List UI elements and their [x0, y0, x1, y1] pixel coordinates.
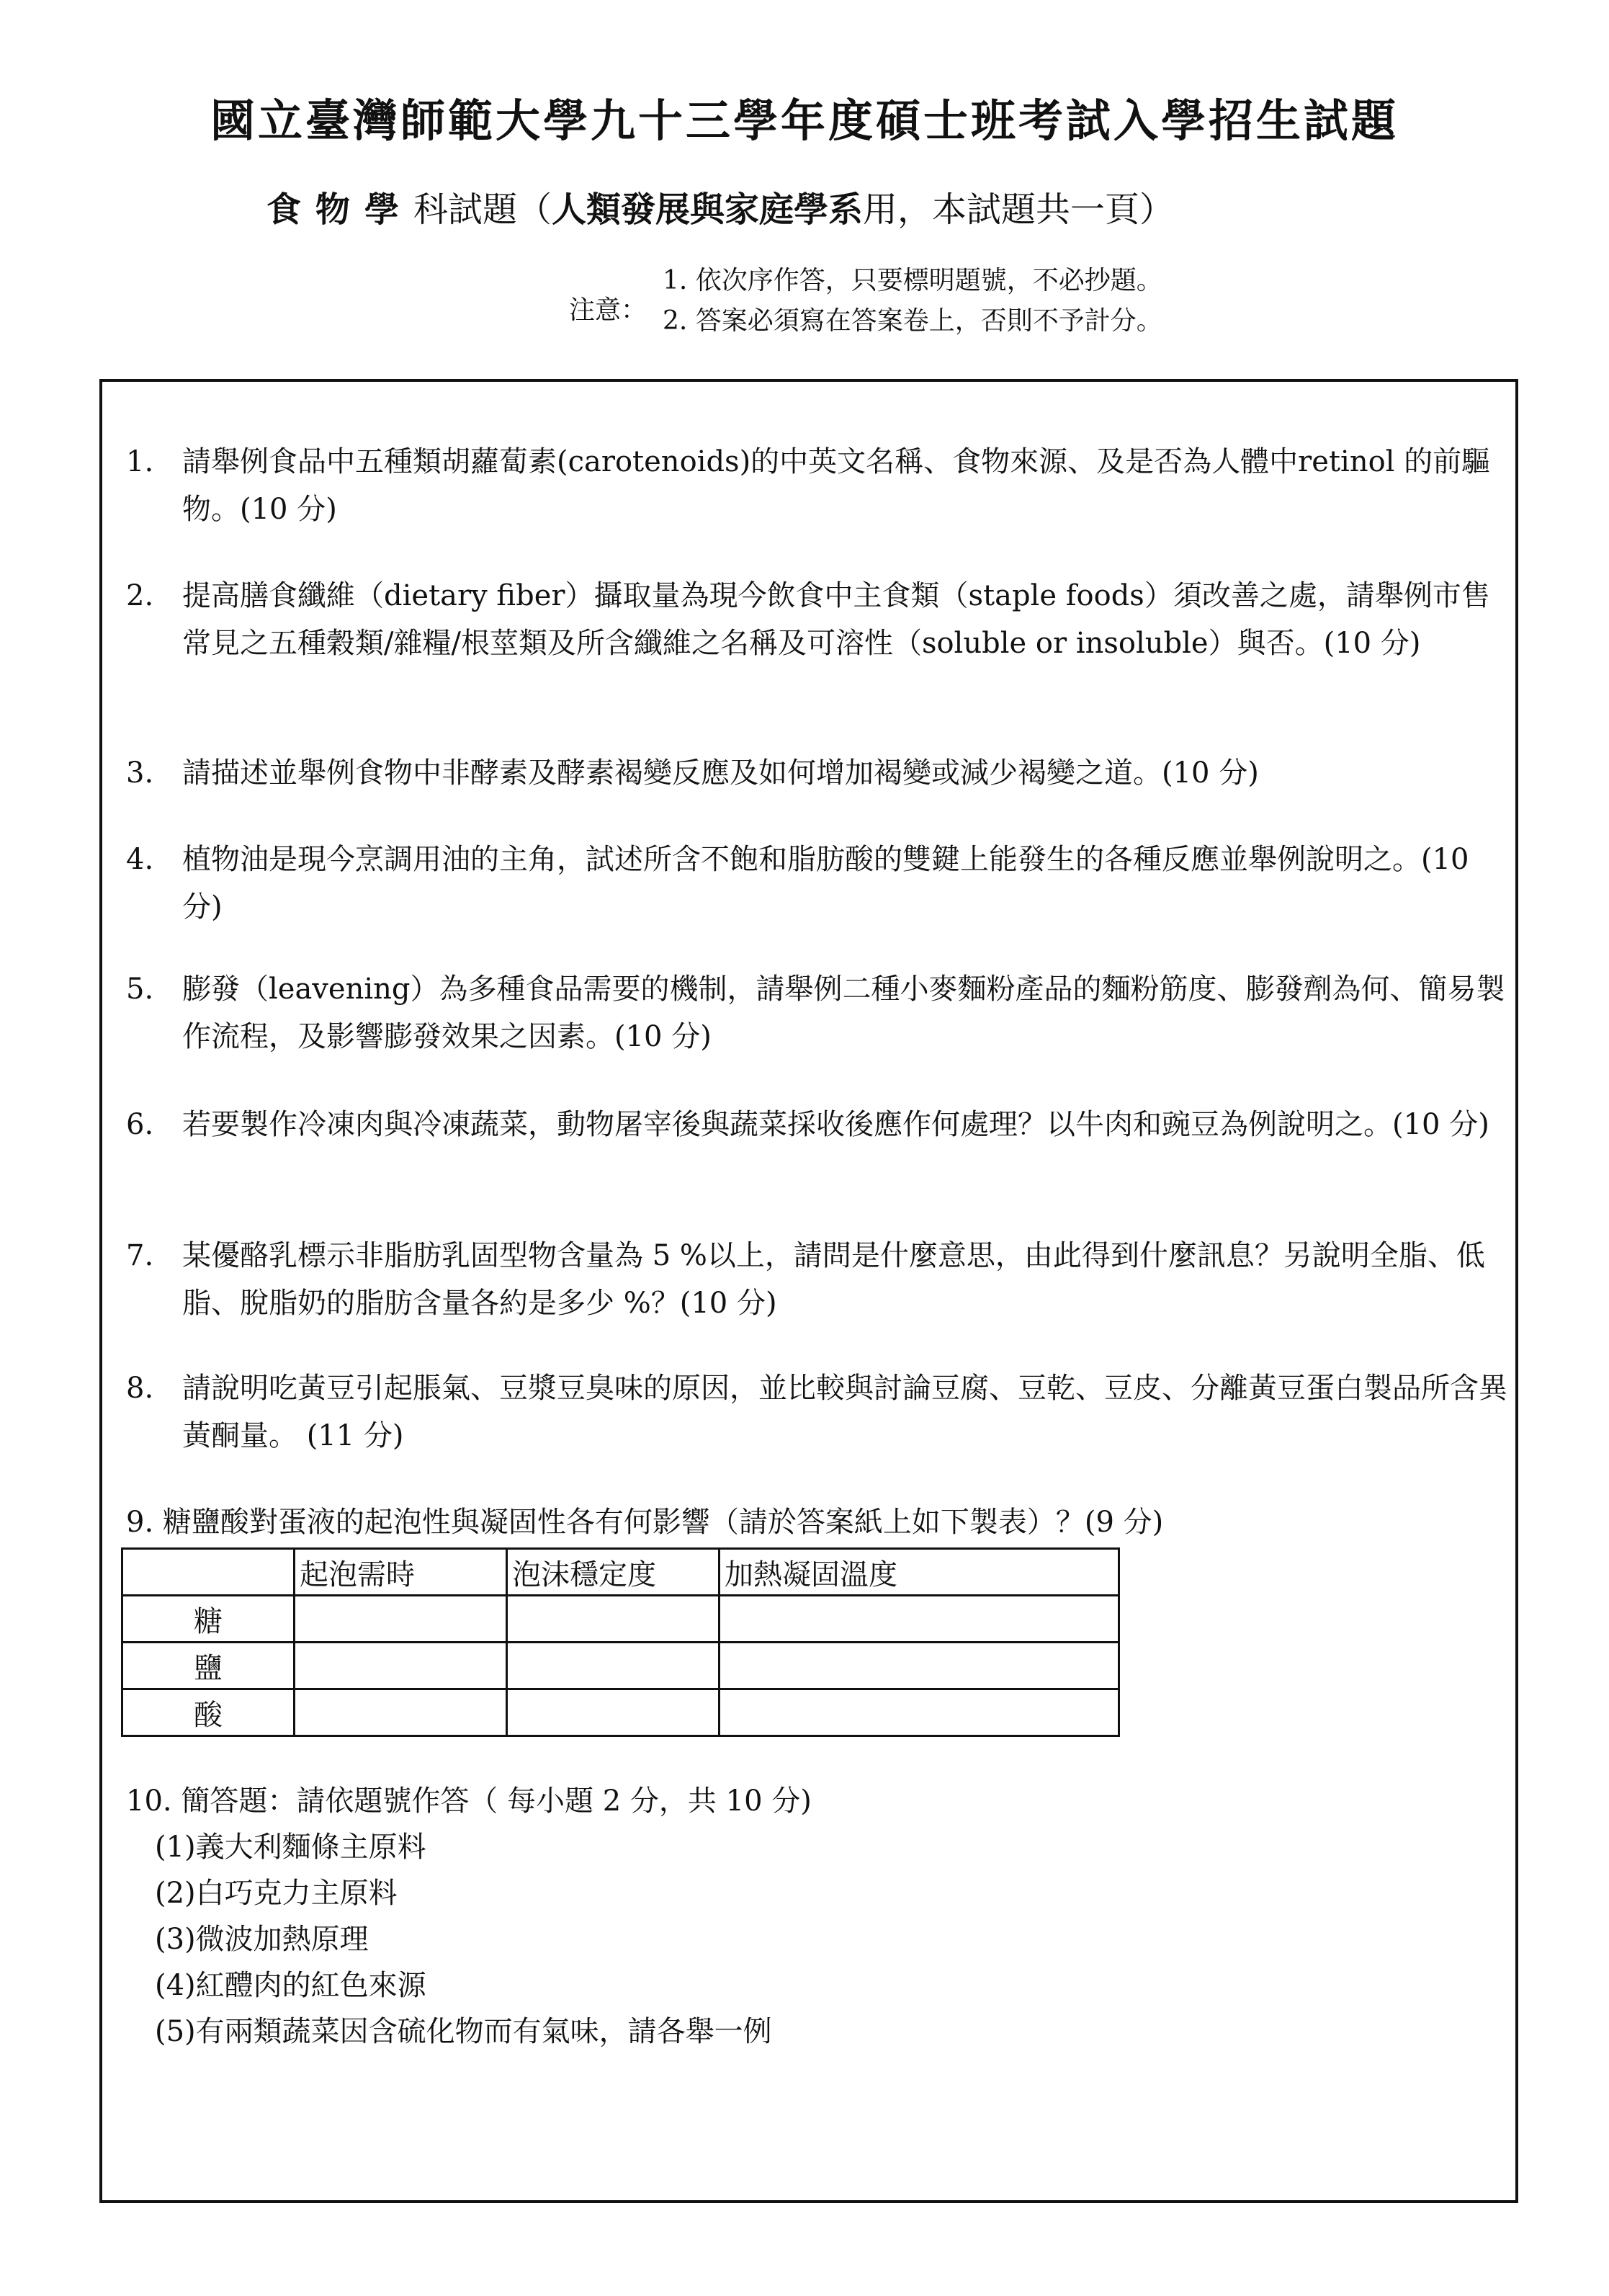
question-10: 10. 簡答題：請依題號作答（ 每小題 2 分，共 10 分) [126, 1784, 812, 1818]
question-4 [126, 836, 1509, 931]
table-cell [720, 1596, 1119, 1643]
table-row [122, 1689, 1119, 1736]
notice-item: 1. 依次序作答，只要標明題號，不必抄題。 [663, 266, 1162, 295]
row-header: 鹽 [122, 1643, 295, 1689]
table-cell [295, 1689, 507, 1736]
question-1 [126, 438, 1509, 533]
exam-title: 國立臺灣師範大學九十三學年度碩士班考試入學招生試題 [210, 94, 1399, 147]
table-cell [720, 1689, 1119, 1736]
question-text: 某優酪乳標示非脂肪乳固型物含量為 5 %以上，請問是什麼意思，由此得到什麼訊息？另說明全脂、低脂、脫脂奶的脂肪含量各約是多少 %？(10 分) [182, 1239, 1485, 1320]
table-row [122, 1596, 1119, 1643]
question-3 [126, 749, 1509, 797]
table-corner-cell [122, 1549, 295, 1596]
table-cell [507, 1689, 720, 1736]
question-number: 5. [126, 973, 154, 1006]
table-cell [507, 1643, 720, 1689]
table-cell [295, 1596, 507, 1643]
answer-format-table [121, 1547, 1120, 1737]
question-text: 請描述並舉例食物中非酵素及酵素褐變反應及如何增加褐變或減少褐變之道。(10 分) [182, 756, 1259, 790]
short-answer-item: (3)微波加熱原理 [155, 1923, 369, 1956]
table-cell [507, 1596, 720, 1643]
notice-items [663, 261, 1162, 341]
table-cell [295, 1643, 507, 1689]
row-header: 糖 [122, 1596, 295, 1643]
question-6 [126, 1101, 1509, 1148]
question-number: 4. [126, 843, 154, 876]
short-answer-items [155, 1824, 772, 2055]
question-2 [126, 572, 1509, 667]
short-answer-item: (2)白巧克力主原料 [155, 1877, 398, 1910]
subject-paren-tail: 用，本試題共一頁） [863, 189, 1175, 230]
subject-name: 食物學 [266, 189, 414, 230]
short-answer-item: (4)紅醴肉的紅色來源 [155, 1969, 426, 2002]
department-name: 人類發展與家庭學系 [552, 189, 864, 230]
table-header-row [122, 1549, 1119, 1596]
question-text: 膨發（leavening）為多種食品需要的機制，請舉例二種小麥麵粉產品的麵粉筋度、膨發劑為何、簡易製作流程，及影響膨發效果之因素。(10 分) [182, 973, 1505, 1053]
column-header: 起泡需時 [295, 1549, 507, 1596]
table-row [122, 1643, 1119, 1689]
question-number: 7. [126, 1239, 154, 1272]
column-header: 加熱凝固溫度 [720, 1549, 1119, 1596]
question-text: 請舉例食品中五種類胡蘿蔔素(carotenoids)的中英文名稱、食物來源、及是否為人體中retinol 的前驅物。(10 分) [182, 445, 1491, 526]
table-cell [720, 1643, 1119, 1689]
short-answer-item: (1)義大利麵條主原料 [155, 1831, 426, 1864]
question-text: 植物油是現今烹調用油的主角，試述所含不飽和脂肪酸的雙鍵上能發生的各種反應並舉例說明之。(10 分) [182, 843, 1469, 924]
question-text: 請說明吃黃豆引起脹氣、豆漿豆臭味的原因，並比較與討論豆腐、豆乾、豆皮、分離黃豆蛋白製品所含異黃酮量。 (11 分) [182, 1372, 1507, 1452]
question-number: 6. [126, 1108, 154, 1141]
subject-line [266, 182, 1174, 231]
question-text: 若要製作冷凍肉與冷凍蔬菜，動物屠宰後與蔬菜採收後應作何處理？以牛肉和豌豆為例說明之。(10 分) [182, 1108, 1489, 1141]
question-number: 8. [126, 1372, 154, 1405]
short-answer-item: (5)有兩類蔬菜因含硫化物而有氣味，請各舉一例 [155, 2015, 772, 2048]
column-header: 泡沫穩定度 [507, 1549, 720, 1596]
question-number: 1. [126, 445, 154, 478]
notice-item: 2. 答案必須寫在答案卷上，否則不予計分。 [663, 306, 1162, 336]
subject-suffix: 科試題（ [413, 189, 552, 230]
notice-label: 注意： [569, 295, 647, 325]
question-number: 3. [126, 756, 154, 790]
question-9: 9. 糖鹽酸對蛋液的起泡性與凝固性各有何影響（請於答案紙上如下製表）？(9 分) [126, 1506, 1164, 1539]
question-text: 提高膳食纖維（dietary fiber）攝取量為現今飲食中主食類（staple foods）須改善之處，請舉例市售常見之五種穀類/雜糧/根莖類及所含纖維之名稱及可溶性（soluble or insoluble）與否。(10 分) [182, 579, 1490, 660]
question-7 [126, 1232, 1509, 1327]
row-header: 酸 [122, 1689, 295, 1736]
question-number: 2. [126, 579, 154, 612]
question-5 [126, 965, 1509, 1060]
question-8 [126, 1364, 1509, 1460]
